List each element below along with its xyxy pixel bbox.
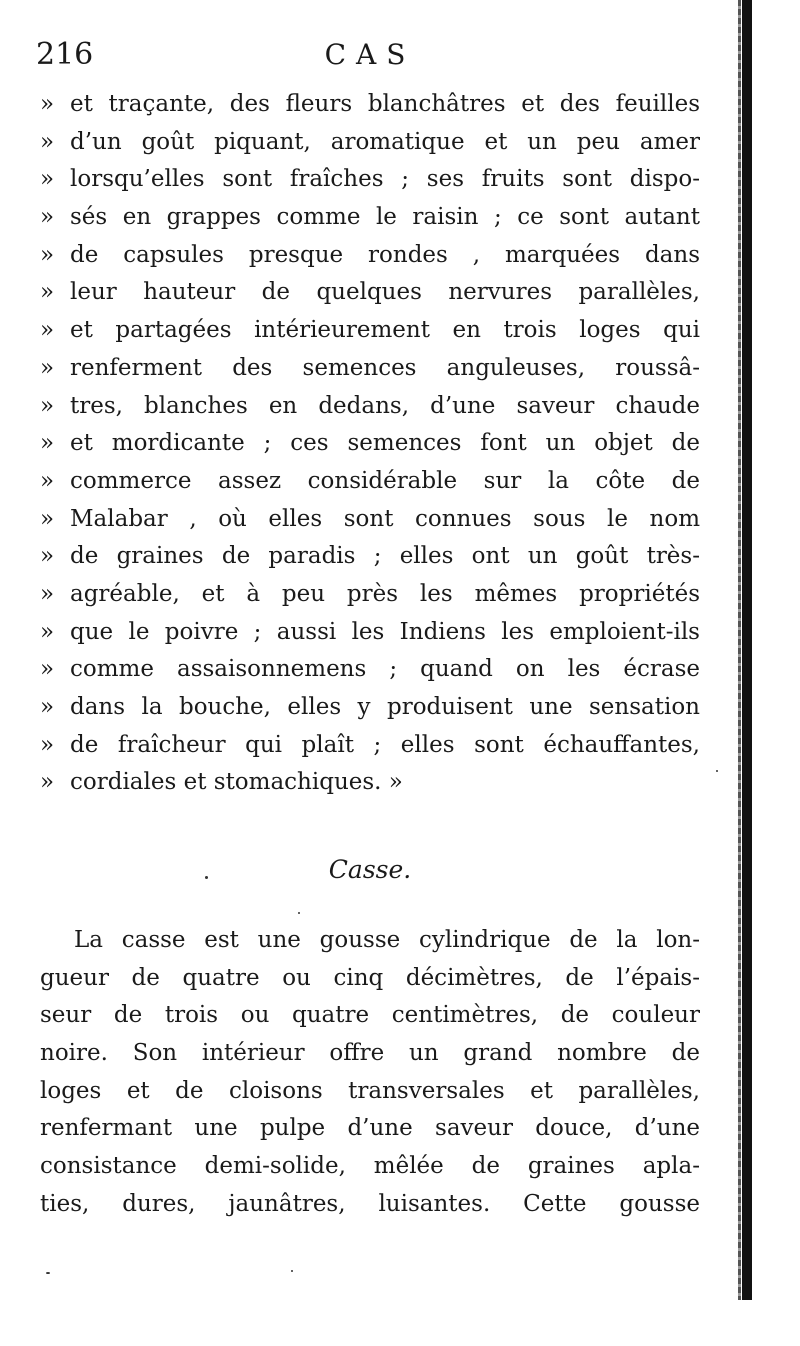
quote-mark: » — [40, 241, 55, 268]
quote-mark: » — [40, 166, 55, 193]
quote-mark: » — [40, 505, 55, 532]
quoted-line: » leur hauteur de quelques nervures parallèles, — [40, 274, 700, 312]
paragraph-line: gueur de quatre ou cinq décimètres, de l’épais- — [40, 964, 700, 991]
paragraph-line: seur de trois ou quatre centimètres, de couleur — [40, 1002, 700, 1029]
paragraph-line: ties, dures, jaunâtres, luisantes. Cette gousse — [40, 1190, 700, 1217]
quote-mark: » — [40, 769, 55, 796]
print-speck — [716, 770, 718, 772]
section-heading: Casse. — [328, 855, 412, 884]
quote-mark: » — [40, 317, 55, 344]
quoted-line: » de graines de paradis ; elles ont un goût très- — [40, 538, 700, 576]
quote-mark: » — [40, 656, 55, 683]
quoted-line: » sés en grappes comme le raisin ; ce sont autant — [40, 199, 700, 237]
quoted-line: » de fraîcheur qui plaît ; elles sont échauffantes, — [40, 727, 700, 765]
quote-mark: » — [40, 128, 55, 155]
quoted-line: » cordiales et stomachiques. » — [40, 764, 700, 802]
paragraph-line: noire. Son intérieur offre un grand nombre de — [40, 1040, 700, 1067]
page-edge-shadow — [738, 0, 741, 1300]
paragraph-line: loges et de cloisons transversales et parallèles, — [40, 1077, 700, 1104]
paragraph-line: renfermant une pulpe d’une saveur douce, d’une — [40, 1115, 700, 1142]
quoted-passage — [40, 86, 700, 802]
quoted-line: » tres, blanches en dedans, d’une saveur chaude — [40, 388, 700, 426]
page-number: 216 — [36, 37, 94, 72]
quoted-line: » lorsqu’elles sont fraîches ; ses fruits sont dispo- — [40, 161, 700, 199]
print-speck — [46, 1272, 50, 1274]
quoted-line: » renferment des semences anguleuses, roussâ- — [40, 350, 700, 388]
print-speck — [291, 1270, 293, 1272]
quoted-line: » d’un goût piquant, aromatique et un peu amer — [40, 124, 700, 162]
quote-mark: » — [40, 204, 55, 231]
quote-mark: » — [40, 731, 55, 758]
quoted-line: » et traçante, des fleurs blanchâtres et des feuilles — [40, 86, 700, 124]
paragraph-line: consistance demi-solide, mêlée de graines apla- — [40, 1153, 700, 1180]
quoted-line: » commerce assez considérable sur la côte de — [40, 463, 700, 501]
quoted-line: » que le poivre ; aussi les Indiens les emploient-ils — [40, 614, 700, 652]
print-speck — [205, 876, 208, 879]
quote-mark: » — [40, 580, 55, 607]
running-head: CAS — [324, 38, 416, 71]
quoted-line: » comme assaisonnemens ; quand on les écrase — [40, 651, 700, 689]
quoted-line: » de capsules presque rondes , marquées dans — [40, 237, 700, 275]
quote-mark: » — [40, 618, 55, 645]
quote-mark: » — [40, 467, 55, 494]
book-spine — [742, 0, 752, 1300]
quote-mark: » — [40, 91, 55, 117]
quoted-line: » et mordicante ; ces semences font un objet de — [40, 425, 700, 463]
quote-mark: » — [40, 543, 55, 570]
section-paragraph — [40, 922, 700, 1224]
paragraph-line: La casse est une gousse cylindrique de la lon- — [74, 927, 700, 953]
print-speck — [298, 912, 300, 914]
quote-mark: » — [40, 430, 55, 457]
quoted-line: » agréable, et à peu près les mêmes propriétés — [40, 576, 700, 614]
quote-mark: » — [40, 392, 55, 419]
quoted-line: » dans la bouche, elles y produisent une sensation — [40, 689, 700, 727]
quote-mark: » — [40, 694, 55, 720]
quote-mark: » — [40, 279, 55, 306]
quoted-line: » Malabar , où elles sont connues sous le nom — [40, 501, 700, 539]
quoted-line: » et partagées intérieurement en trois loges qui — [40, 312, 700, 350]
quote-mark: » — [40, 354, 55, 381]
